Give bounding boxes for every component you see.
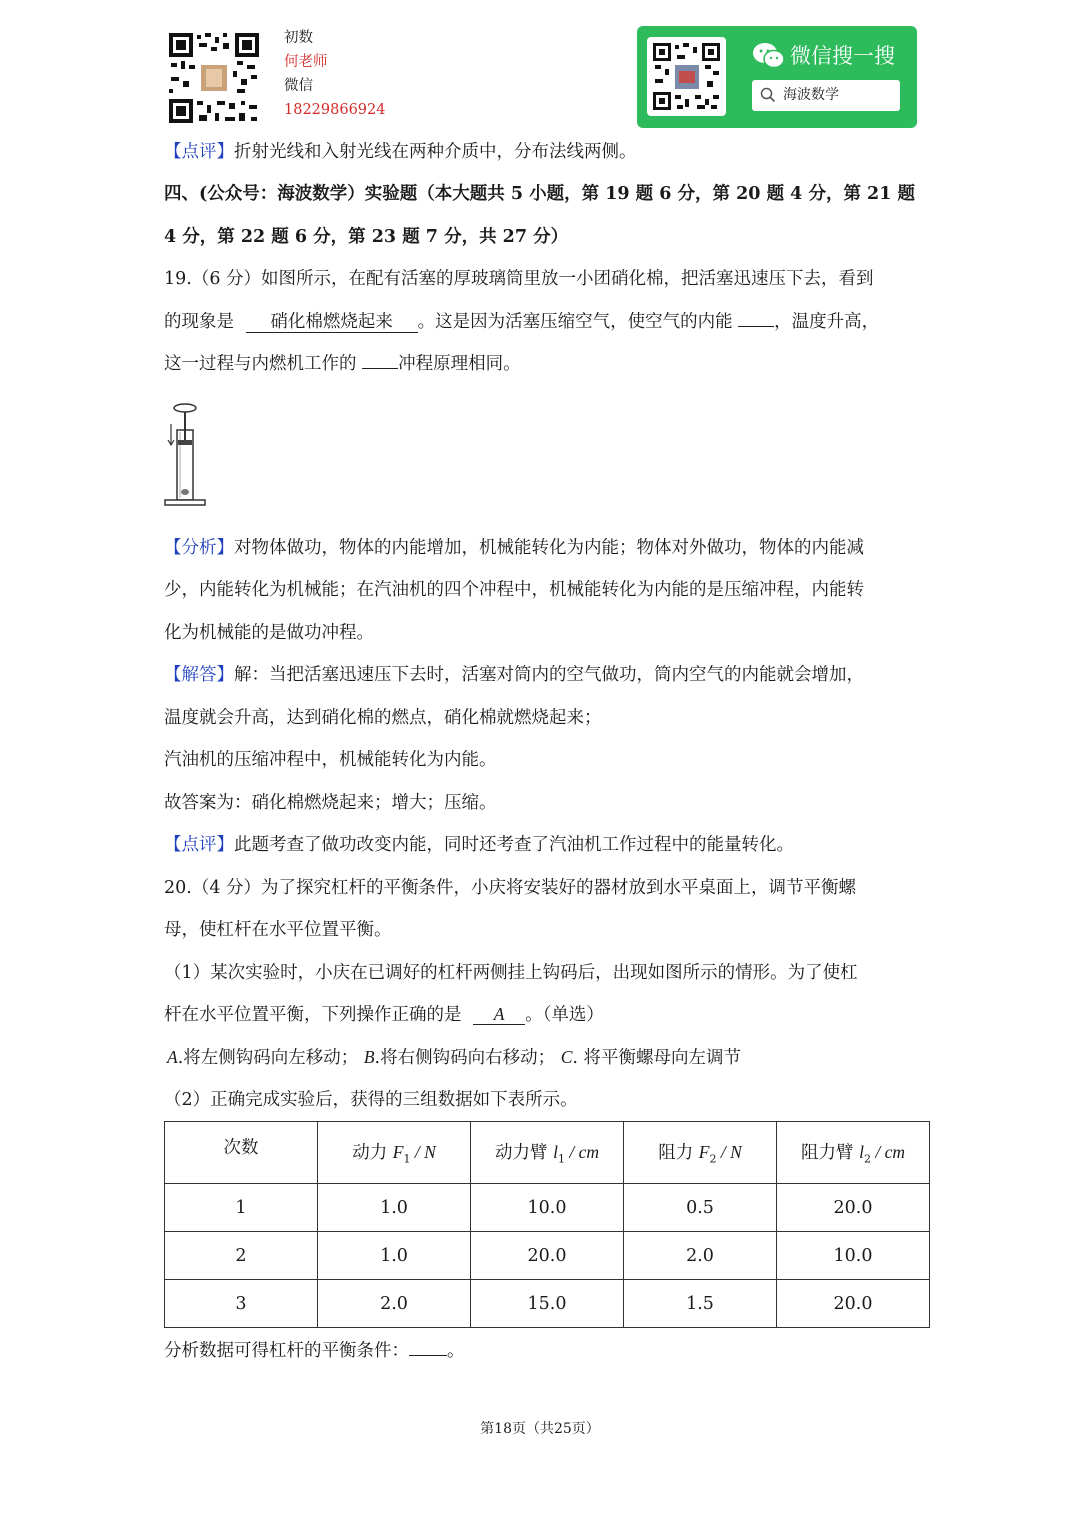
lever-data-table <box>164 1121 930 1328</box>
q20-part2: （2）正确完成实验后，获得的三组数据如下表所示。 <box>164 1090 578 1110</box>
q19-text-d: 这一过程与内燃机工作的 <box>164 354 357 374</box>
conclusion-end: 。 <box>447 1341 465 1361</box>
table-cell: 1.0 <box>318 1232 471 1280</box>
q20-part1-answer: A <box>473 1004 525 1025</box>
q20-options <box>167 1045 741 1070</box>
header-count: 次数 <box>165 1122 318 1184</box>
q19-analysis-3: 化为机械能的是做功冲程。 <box>164 623 374 643</box>
table-cell: 2.0 <box>318 1280 471 1328</box>
q20-part1-text: 杆在水平位置平衡，下列操作正确的是 <box>164 1005 462 1025</box>
q19-blank-1: 硝化棉燃烧起来 <box>246 312 418 333</box>
search-icon <box>760 87 776 103</box>
q19-text-e: 冲程原理相同。 <box>398 354 521 374</box>
q19-review <box>164 833 794 857</box>
answer-text-1: 解：当把活塞迅速压下去时，活塞对筒内的空气做功，筒内空气的内能就会增加， <box>234 665 864 685</box>
table-row <box>165 1232 930 1280</box>
table-cell: 3 <box>165 1280 318 1328</box>
option-c-letter: C <box>560 1047 573 1067</box>
review-tag: 【点评】 <box>164 142 234 162</box>
option-b-letter: B <box>363 1047 375 1067</box>
q19-line-2 <box>164 310 879 334</box>
q20-line-2: 母，使杠杆在水平位置平衡。 <box>164 920 392 940</box>
contact-line-3: 微信 <box>284 78 313 94</box>
section-heading-line-2: 4 分，第 22 题 6 分，第 23 题 7 分，共 27 分） <box>164 227 569 247</box>
contact-phone: 18229866924 <box>284 102 386 118</box>
q19-text-a: 的现象是 <box>164 312 234 332</box>
table-cell: 0.5 <box>624 1184 777 1232</box>
q19-text-b: 。这是因为活塞压缩空气，使空气的内能 <box>417 312 733 332</box>
table-cell: 10.0 <box>777 1232 930 1280</box>
review-text-2: 此题考查了做功改变内能，同时还考查了汽油机工作过程中的能量转化。 <box>234 835 794 855</box>
table-cell: 10.0 <box>471 1184 624 1232</box>
option-c: . 将平衡螺母向左调节 <box>572 1048 741 1068</box>
page-footer: 第18页（共25页） <box>480 1421 600 1437</box>
q20-part1-line-2 <box>164 1003 604 1027</box>
q19-line-3 <box>164 352 521 376</box>
q19-answer-1 <box>164 663 864 687</box>
review-text: 折射光线和入射光线在两种介质中，分布法线两侧。 <box>234 142 637 162</box>
q19-answer-3: 汽油机的压缩冲程中，机械能转化为内能。 <box>164 750 497 770</box>
option-a-letter: A <box>167 1047 178 1067</box>
table-cell: 1 <box>165 1184 318 1232</box>
q19-blank-2 <box>738 326 774 327</box>
option-b: .将右侧钩码向右移动； <box>374 1048 556 1068</box>
piston-cylinder-figure <box>163 400 213 510</box>
answer-tag: 【解答】 <box>164 665 234 685</box>
q19-line-1: 19.（6 分）如图所示，在配有活塞的厚玻璃筒里放一小团硝化棉，把活塞迅速压下去，看到 <box>164 269 874 289</box>
contact-line-1: 初数 <box>284 30 313 46</box>
table-cell: 20.0 <box>777 1280 930 1328</box>
wechat-banner-title: 微信搜一搜 <box>790 44 895 68</box>
header-arm-2: 阻力臂 $l_2$ / cm <box>777 1122 930 1184</box>
analysis-tag: 【分析】 <box>164 538 234 558</box>
table-cell: 2 <box>165 1232 318 1280</box>
table-cell: 15.0 <box>471 1280 624 1328</box>
conclusion-blank <box>409 1355 447 1356</box>
q20-line-1: 20.（4 分）为了探究杠杆的平衡条件，小庆将安装好的器材放到水平桌面上，调节平衡螺 <box>164 878 857 898</box>
table-cell: 20.0 <box>471 1232 624 1280</box>
review-tag-2: 【点评】 <box>164 835 234 855</box>
analysis-text-1: 对物体做功，物体的内能增加，机械能转化为内能；物体对外做功，物体的内能减 <box>234 538 864 558</box>
q19-analysis-1 <box>164 536 864 560</box>
table-cell: 1.5 <box>624 1280 777 1328</box>
table-cell: 20.0 <box>777 1184 930 1232</box>
table-cell: 1.0 <box>318 1184 471 1232</box>
wechat-logo-icon <box>752 42 786 70</box>
table-row <box>165 1280 930 1328</box>
q19-answer-4: 故答案为：硝化棉燃烧起来；增大；压缩。 <box>164 793 497 813</box>
prev-review <box>164 140 637 164</box>
table-row <box>165 1184 930 1232</box>
header-arm-1: 动力臂 $l_1$ / cm <box>471 1122 624 1184</box>
header-force-1: 动力 $F_1$ / N <box>318 1122 471 1184</box>
header-force-2: 阻力 $F_2$ / N <box>624 1122 777 1184</box>
q20-part1-line-1: （1）某次实验时，小庆在已调好的杠杆两侧挂上钩码后，出现如图所示的情形。为了使杠 <box>164 963 858 983</box>
q19-answer-2: 温度就会升高，达到硝化棉的燃点，硝化棉就燃烧起来； <box>164 708 602 728</box>
table-header-row <box>165 1122 930 1184</box>
contact-name: 何老师 <box>284 54 328 70</box>
q20-conclusion <box>164 1339 465 1363</box>
contact-qr-code <box>167 31 261 125</box>
q19-analysis-2: 少，内能转化为机械能；在汽油机的四个冲程中，机械能转化为内能的是压缩冲程，内能转 <box>164 580 864 600</box>
wechat-qr-code <box>647 37 726 116</box>
wechat-search-text: 海波数学 <box>783 87 839 103</box>
section-heading-line-1: 四、(公众号：海波数学）实验题（本大题共 5 小题，第 19 题 6 分，第 20 题 4 分，第 21 题 <box>164 184 915 204</box>
option-a: .将左侧钩码向左移动； <box>177 1048 359 1068</box>
conclusion-text: 分析数据可得杠杆的平衡条件： <box>164 1341 409 1361</box>
table-cell: 2.0 <box>624 1232 777 1280</box>
q20-part1-single: 。（单选） <box>525 1005 604 1025</box>
q19-text-c: ，温度升高， <box>774 312 880 332</box>
q19-blank-3 <box>362 368 398 369</box>
